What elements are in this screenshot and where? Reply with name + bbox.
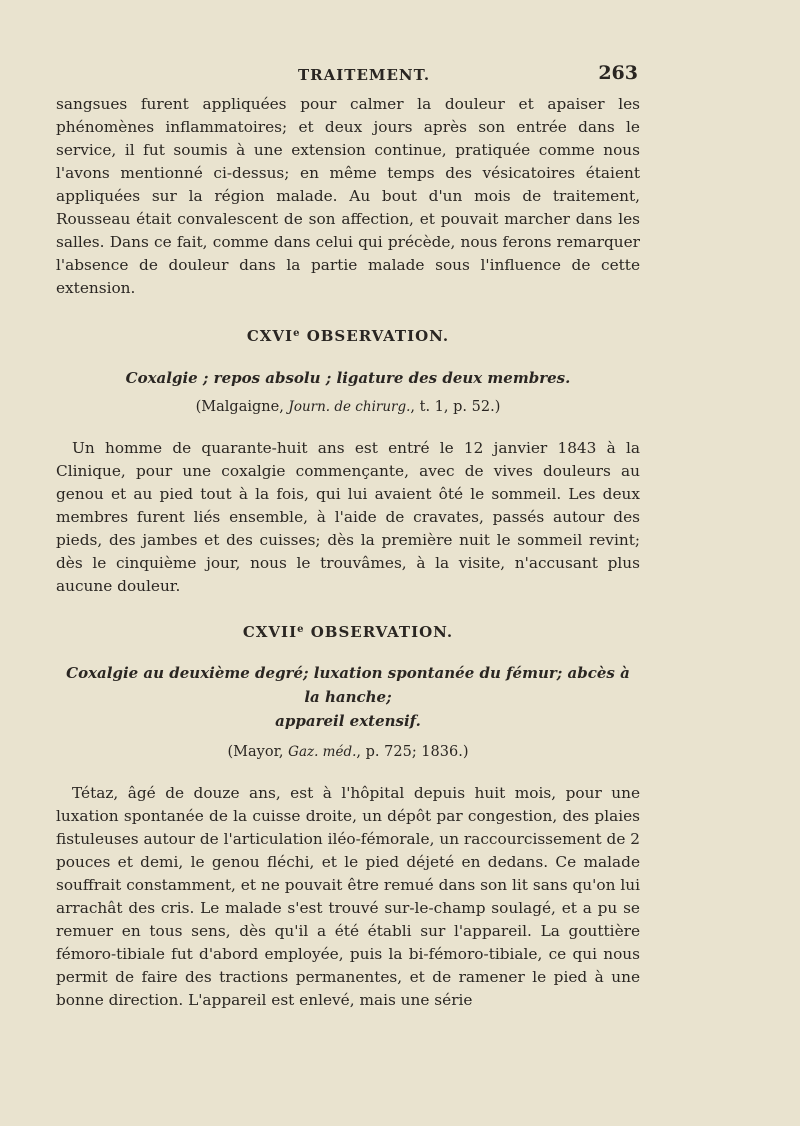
page-header [0,60,800,92]
citation-116-journal: Journ. de chirurg. [288,399,411,415]
running-title: TRAITEMENT. [298,66,431,84]
citation-117-journal: Gaz. méd. [288,744,357,760]
page-number: 263 [598,62,638,84]
observation-116-word: OBSERVATION. [306,327,450,345]
observation-116-title [56,323,640,347]
citation-116-author: (Malgaigne, [195,399,289,415]
observation-117-subtitle [56,661,640,733]
observation-117-numeral: CXVII [242,623,298,641]
observation-116-sup: e [293,328,301,339]
observation-117-subtitle-line-1: Coxalgie au deuxième degré; luxation spontanée du fémur; abcès à la hanche; [66,664,630,706]
observation-117-citation [56,741,640,763]
paragraph-observation-116: Un homme de quarante-huit ans est entré le 12 janvier 1843 à la Clinique, pour une coxalgie commençante, avec de vives douleurs au genou et au pied tout à la fois, qui lui avaient ôté le sommeil. Les deux membres furent liés ensemble, à l'aide de cravates, passés autour des pieds, des jambes et des cuisses; dès la première nuit le sommeil revint; dès le cinquième jour, nous le trouvâmes, à la visite, n'accusant plus aucune douleur. [56,439,640,595]
observation-117-word: OBSERVATION. [310,623,454,641]
observation-116-subtitle: Coxalgie ; repos absolu ; ligature des deux membres. [125,369,571,387]
observation-117-title [56,619,640,643]
page-body [56,93,640,1012]
observation-117-sup: e [297,624,305,635]
paragraph-continuation: sangsues furent appliquées pour calmer la douleur et apaiser les phénomènes inflammatoires; et deux jours après son entrée dans le service, il fut soumis à une extension continue, pratiquée comme nous l'avons mentionné ci-dessus; en même temps des vésicatoires étaient appliquées sur la région malade. Au bout d'un mois de traitement, Rousseau était convalescent de son affection, et pouvait marcher dans les salles. Dans ce fait, comme dans celui qui précède, nous ferons remarquer l'absence de douleur dans la partie malade sous l'influence de cette extension. [56,95,640,297]
citation-116-ref: , t. 1, p. 52.) [410,399,501,415]
citation-117-ref: , p. 725; 1836.) [356,744,469,760]
observation-116-citation [56,396,640,418]
citation-117-author: (Mayor, [227,744,289,760]
observation-117-subtitle-line-2: appareil extensif. [275,712,421,730]
observation-116-numeral: CXVI [246,327,294,345]
paragraph-observation-117: Tétaz, âgé de douze ans, est à l'hôpital depuis huit mois, pour une luxation spontanée de la cuisse droite, un dépôt par congestion, des plaies fistuleuses autour de l'articulation iléo-fémorale, un raccourcissement de 2 pouces et demi, le genou fléchi, et le pied déjeté en dedans. Ce malade souffrait constamment, et ne pouvait être remué dans son lit sans qu'on lui arrachât des cris. Le malade s'est trouvé sur-le-champ soulagé, et a pu se remuer en tous sens, dès qu'il a été établi sur l'appareil. La gouttière fémoro-tibiale fut d'abord employée, puis la bi-fémoro-tibiale, ce qui nous permit de faire des tractions permanentes, et de ramener le pied à une bonne direction. L'appareil est enlevé, mais une série [56,784,640,1009]
